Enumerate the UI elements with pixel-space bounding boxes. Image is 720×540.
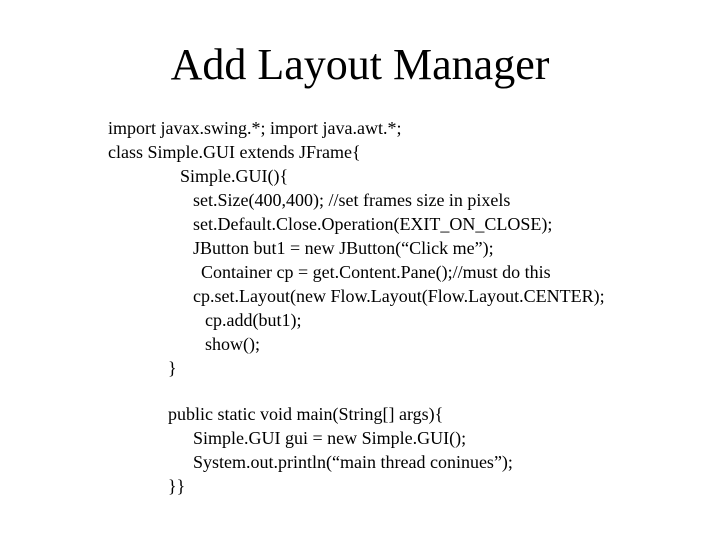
code-line-close-operation: set.Default.Close.Operation(EXIT_ON_CLOSE); (193, 214, 553, 234)
code-line-close-constructor: } (168, 358, 177, 378)
code-line-create-gui: Simple.GUI gui = new Simple.GUI(); (193, 428, 467, 448)
code-line-button: JButton but1 = new JButton(“Click me”); (193, 238, 494, 258)
code-line-println: System.out.println(“main thread coninues”); (193, 452, 513, 472)
code-line-add-button: cp.add(but1); (205, 310, 302, 330)
code-line-constructor: Simple.GUI(){ (180, 166, 289, 186)
code-line-set-layout: cp.set.Layout(new Flow.Layout(Flow.Layout.CENTER); (193, 286, 605, 306)
code-line-show: show(); (205, 334, 260, 354)
code-line-set-size: set.Size(400,400); //set frames size in pixels (193, 190, 511, 210)
code-line-main-method: public static void main(String[] args){ (168, 404, 444, 424)
code-line-class-declaration: class Simple.GUI extends JFrame{ (108, 142, 361, 162)
code-line-close-class: }} (168, 476, 186, 496)
slide-title: Add Layout Manager (170, 40, 550, 89)
code-line-content-pane: Container cp = get.Content.Pane();//must do this (201, 262, 551, 282)
code-line-imports: import javax.swing.*; import java.awt.*; (108, 118, 402, 138)
